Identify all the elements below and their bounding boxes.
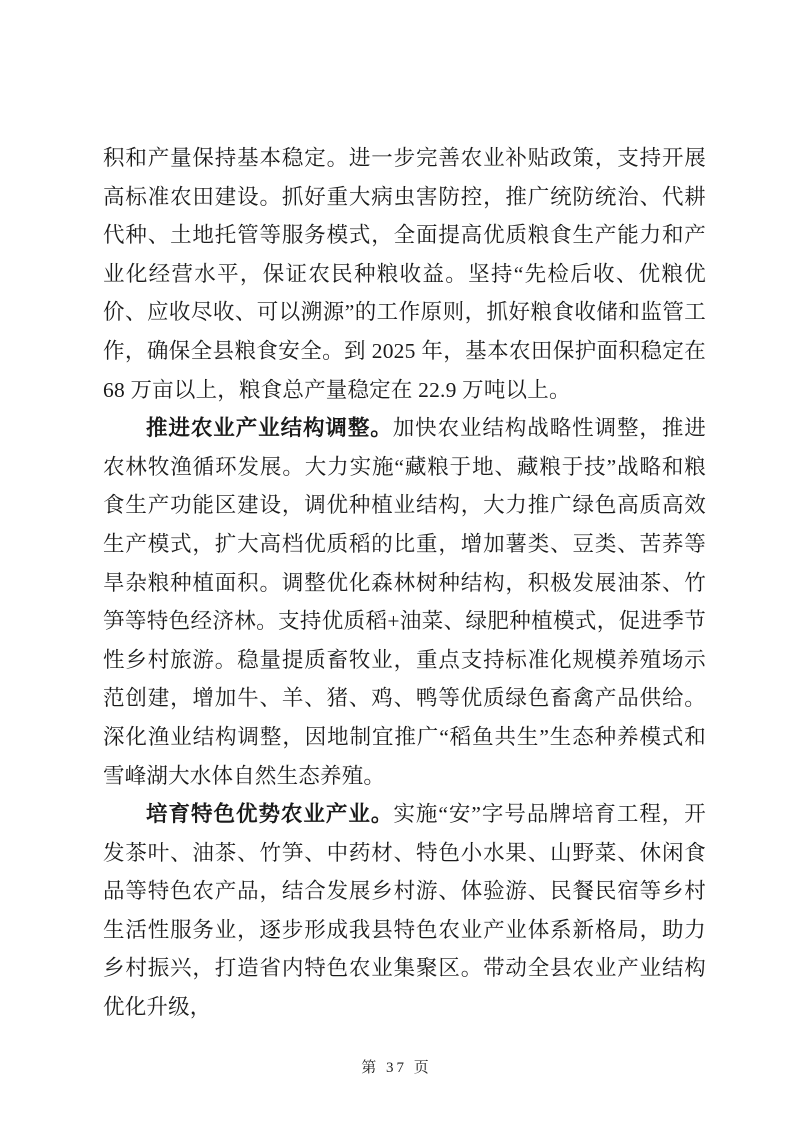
- document-body: [103, 139, 706, 1027]
- paragraph-text: 积和产量保持基本稳定。进一步完善农业补贴政策，支持开展高标准农田建设。抓好重大病虫害防控，推广统防统治、代耕代种、土地托管等服务模式，全面提高优质粮食生产能力和产业化经营水平，保证农民种粮收益。坚持“先检后收、优粮优价、应收尽收、可以溯源”的工作原则，抓好粮食收储和监管工作，确保全县粮食安全。到 2025 年，基本农田保护面积稳定在 68 万亩以上，粮食总产量稳定在 22.9 万吨以上。: [103, 146, 706, 402]
- paragraph-text: 实施“安”字号品牌培育工程，开发茶叶、油茶、竹笋、中药材、特色小水果、山野菜、休闲食品等特色农产品，结合发展乡村游、体验游、民餐民宿等乡村生活性服务业，逐步形成我县特色农业产业体系新格局，助力乡村振兴，打造省内特色农业集聚区。带动全县农业产业结构优化升级，: [103, 802, 706, 1020]
- paragraph-lead: 培育特色优势农业产业。: [146, 802, 394, 827]
- paragraph-specialty-industry: [103, 795, 706, 1027]
- paragraph-text: 加快农业结构战略性调整，推进农林牧渔循环发展。大力实施“藏粮于地、藏粮于技”战略和粮食生产功能区建设，调优种植业结构，大力推广绿色高质高效生产模式，扩大高档优质稻的比重，增加薯类、豆类、苦荞等旱杂粮种植面积。调整优化森林树种结构，积极发展油茶、竹笋等特色经济林。支持优质稻+油菜、绿肥种植模式，促进季节性乡村旅游。稳量提质畜牧业，重点支持标准化规模养殖场示范创建，增加牛、羊、猪、鸡、鸭等优质绿色畜禽产品供给。深化渔业结构调整，因地制宜推广“稻鱼共生”生态种养模式和雪峰湖大水体自然生态养殖。: [103, 416, 706, 788]
- paragraph-lead: 推进农业产业结构调整。: [146, 416, 393, 441]
- paragraph-structure-adjustment: [103, 409, 706, 795]
- paragraph-grain-security: [103, 139, 706, 409]
- page-number: 第 37 页: [361, 1060, 432, 1076]
